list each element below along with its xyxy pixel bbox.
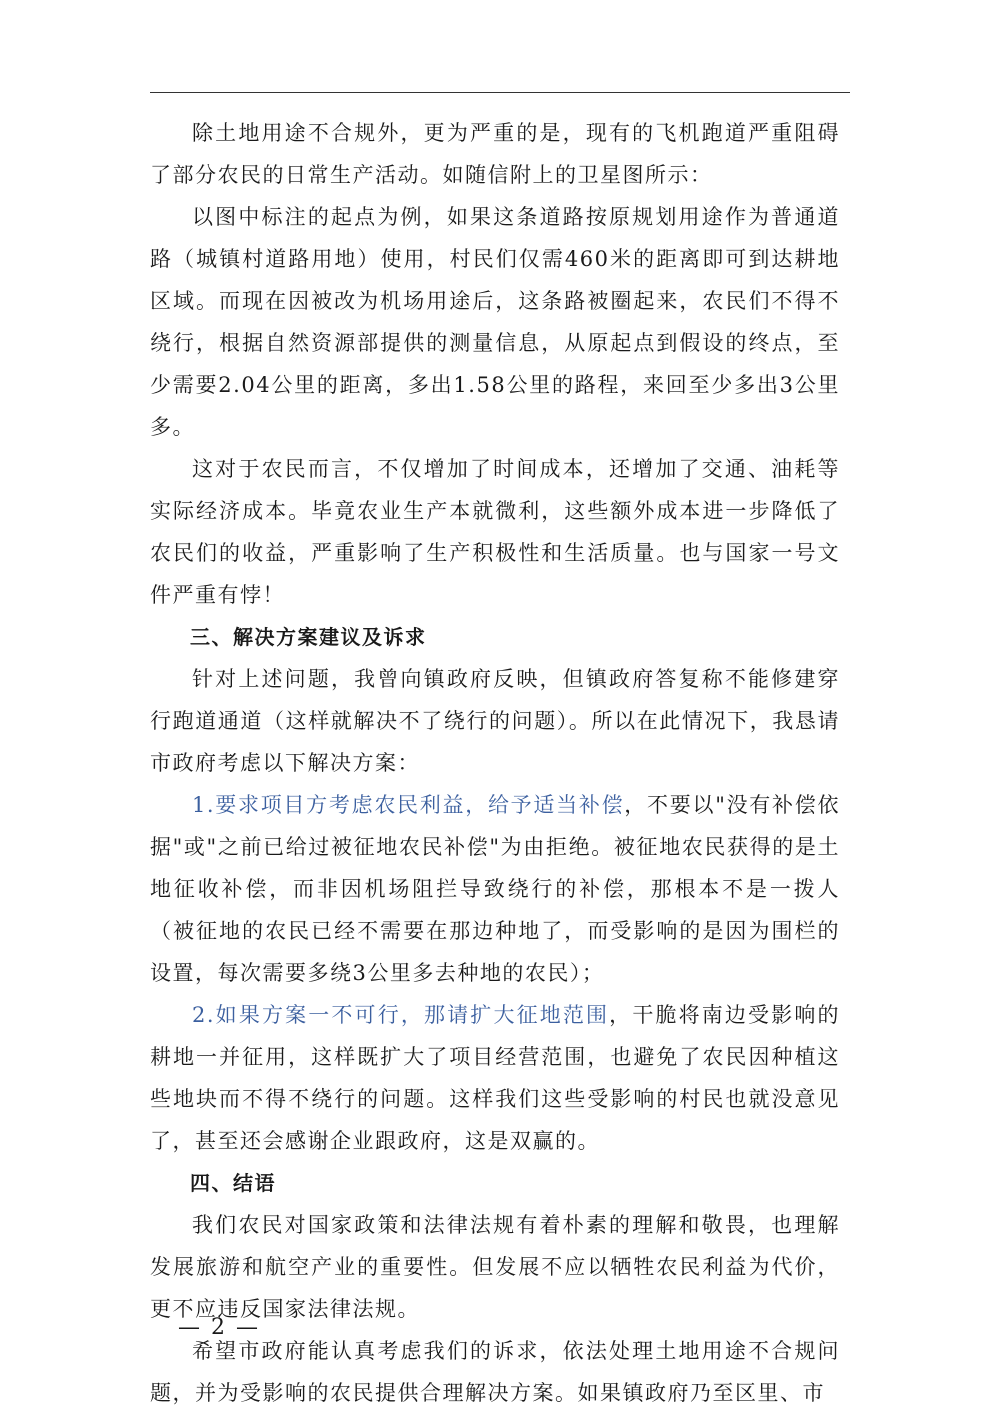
page-number: — 2 — <box>178 1315 260 1340</box>
paragraph-conclusion-1: 我们农民对国家政策和法律法规有着朴素的理解和敬畏，也理解发展旅游和航空产业的重要性。但发展不应以牺牲农民利益为代价，更不应违反国家法律法规。 <box>150 1213 840 1321</box>
proposal-2 <box>150 994 840 1162</box>
paragraph-detour-distance: 以图中标注的起点为例，如果这条道路按原规划用途作为普通道路（城镇村道路用地）使用，村民们仅需460米的距离即可到达耕地区域。而现在因被改为机场用途后，这条路被圈起来，农民们不得不绕行，根据自然资源部提供的测量信息，从原起点到假设的终点，至少需要2.04公里的距离，多出1.58公里的路程，来回至少多出3公里多。 <box>150 205 840 439</box>
document-body <box>150 112 840 1414</box>
proposal-1 <box>150 784 840 994</box>
paragraph-solutions-intro: 针对上述问题，我曾向镇政府反映，但镇政府答复称不能修建穿行跑道通道（这样就解决不了绕行的问题）。所以在此情况下，我恳请市政府考虑以下解决方案： <box>150 667 840 775</box>
paragraph-land-use: 除土地用途不合规外，更为严重的是，现有的飞机跑道严重阻碍了部分农民的日常生产活动。如随信附上的卫星图所示： <box>150 121 840 187</box>
header-rule <box>150 92 850 93</box>
proposal-2-text: ，干脆将南边受影响的耕地一并征用，这样既扩大了项目经营范围，也避免了农民因种植这些地块而不得不绕行的问题。这样我们这些受影响的村民也就没意见了，甚至还会感谢企业跟政府，这是双赢的。 <box>150 1003 840 1153</box>
section-heading-solutions: 三、解决方案建议及诉求 <box>190 625 427 649</box>
section-heading-conclusion: 四、结语 <box>190 1171 276 1195</box>
paragraph-conclusion-2: 希望市政府能认真考虑我们的诉求，依法处理土地用途不合规问题，并为受影响的农民提供合理解决方案。如果镇政府乃至区里、市 <box>150 1339 840 1405</box>
paragraph-economic-cost: 这对于农民而言，不仅增加了时间成本，还增加了交通、油耗等实际经济成本。毕竟农业生产本就微利，这些额外成本进一步降低了农民们的收益，严重影响了生产积极性和生活质量。也与国家一号文件严重有悖！ <box>150 457 840 607</box>
proposal-2-highlight: 2.如果方案一不可行，那请扩大征地范围 <box>192 1003 610 1027</box>
proposal-1-highlight: 1.要求项目方考虑农民利益，给予适当补偿 <box>192 793 625 817</box>
proposal-1-text: ，不要以"没有补偿依据"或"之前已给过被征地农民补偿"为由拒绝。被征地农民获得的是土地征收补偿，而非因机场阻拦导致绕行的补偿，那根本不是一拨人（被征地的农民已经不需要在那边种地了，而受影响的是因为围栏的设置，每次需要多绕3公里多去种地的农民）； <box>150 793 840 985</box>
